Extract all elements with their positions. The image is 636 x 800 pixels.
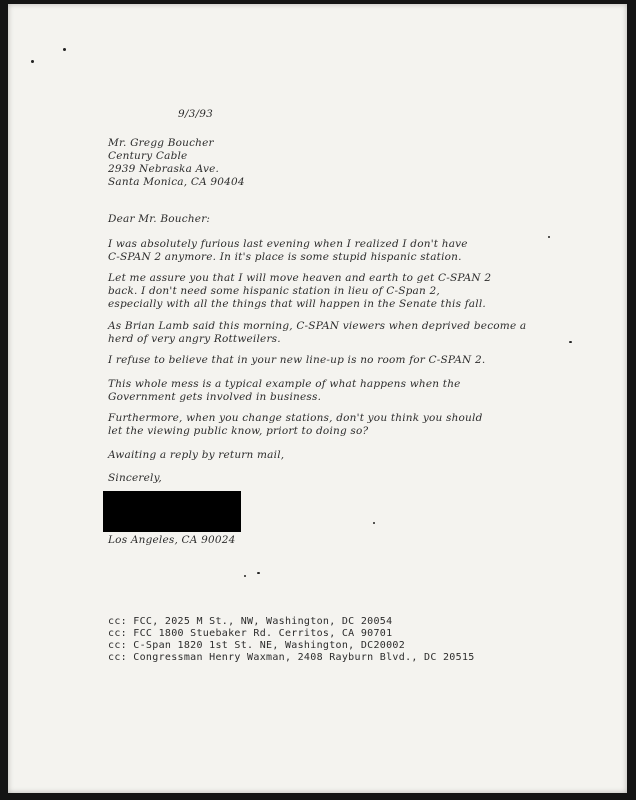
- recipient-company: Century Cable: [108, 150, 188, 162]
- body-line: herd of very angry Rottweilers.: [108, 333, 281, 345]
- body-line: especially with all the things that will happen in the Senate this fall.: [108, 298, 486, 310]
- salutation: Dear Mr. Boucher:: [108, 213, 211, 225]
- scan-speck: [257, 572, 260, 574]
- body-line: C-SPAN 2 anymore. In it's place is some stupid hispanic station.: [108, 251, 462, 263]
- recipient-city: Santa Monica, CA 90404: [108, 176, 245, 188]
- cc-line: cc: FCC 1800 Stuebaker Rd. Cerritos, CA 90701: [108, 628, 393, 639]
- letter-page: [8, 4, 627, 793]
- scan-speck: [31, 60, 34, 63]
- scan-speck: [373, 522, 375, 524]
- cc-line: cc: C-Span 1820 1st St. NE, Washington, DC20002: [108, 640, 406, 651]
- body-line: Awaiting a reply by return mail,: [108, 449, 285, 461]
- recipient-street: 2939 Nebraska Ave.: [108, 163, 220, 175]
- body-line: Let me assure you that I will move heaven and earth to get C-SPAN 2: [108, 272, 492, 284]
- body-line: Furthermore, when you change stations, don't you think you should: [108, 412, 483, 424]
- recipient-name: Mr. Gregg Boucher: [108, 137, 214, 149]
- body-line: let the viewing public know, priort to doing so?: [108, 425, 369, 437]
- closing: Sincerely,: [108, 472, 162, 484]
- cc-line: cc: Congressman Henry Waxman, 2408 Rayburn Blvd., DC 20515: [108, 652, 475, 663]
- body-line: As Brian Lamb said this morning, C-SPAN viewers when deprived become a: [108, 320, 527, 332]
- scan-speck: [63, 48, 66, 51]
- sender-location: Los Angeles, CA 90024: [108, 534, 236, 546]
- body-line: I was absolutely furious last evening when I realized I don't have: [108, 238, 468, 250]
- scan-speck: [548, 236, 550, 238]
- scan-speck: [244, 575, 246, 577]
- body-line: This whole mess is a typical example of what happens when the: [108, 378, 461, 390]
- body-line: I refuse to believe that in your new line-up is no room for C-SPAN 2.: [108, 354, 486, 366]
- cc-line: cc: FCC, 2025 M St., NW, Washington, DC 20054: [108, 616, 393, 627]
- scan-speck: [569, 341, 572, 343]
- redacted-signature: [103, 491, 241, 532]
- body-line: Government gets involved in business.: [108, 391, 322, 403]
- letter-date: 9/3/93: [178, 108, 213, 120]
- body-line: back. I don't need some hispanic station in lieu of C-Span 2,: [108, 285, 440, 297]
